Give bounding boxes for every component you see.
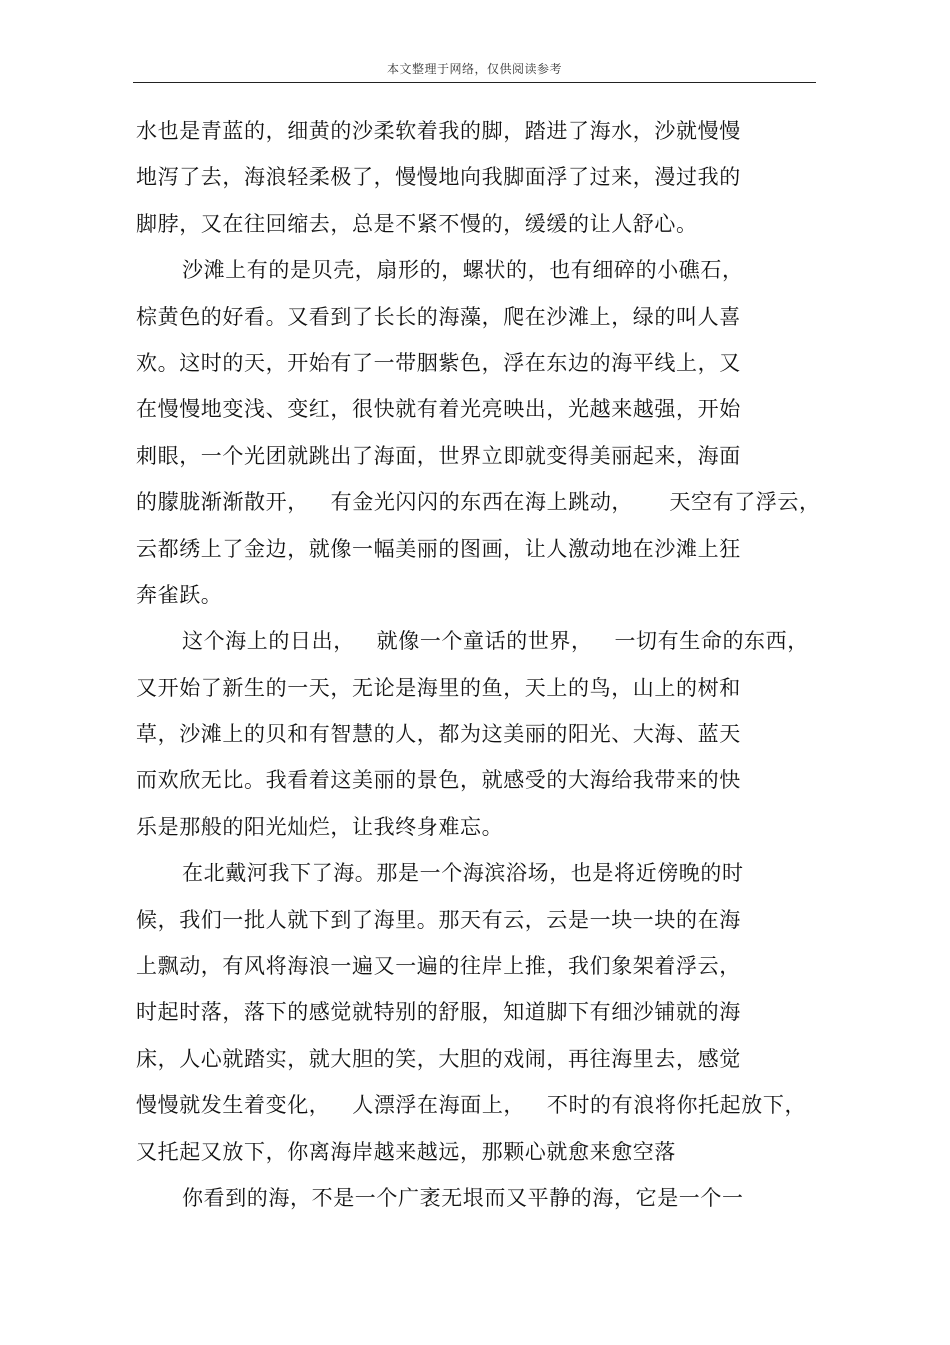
paragraph-start-line: 你看到的海，不是一个广袤无垠而又平静的海，它是一个一 — [182, 1185, 744, 1210]
text-line: 时起时落，落下的感觉就特别的舒服，知道脚下有细沙铺就的海 — [136, 1000, 741, 1025]
paragraph-start-line: 在北戴河我下了海。那是一个海滨浴场，也是将近傍晚的时 — [182, 861, 744, 886]
text-line: 脚脖，又在往回缩去，总是不紧不慢的，缓缓的让人舒心。 — [136, 211, 698, 236]
text-line: 水也是青蓝的，细黄的沙柔软着我的脚，踏进了海水，沙就慢慢 — [136, 119, 741, 143]
text-line: 的朦胧渐渐散开， 有金光闪闪的东西在海上跳动， 天空有了浮云， — [136, 490, 821, 515]
text-line: 在慢慢地变浅、变红，很快就有着光亮映出，光越来越强，开始 — [136, 397, 741, 422]
paragraph-start-line: 沙滩上有的是贝壳，扇形的，螺状的，也有细碎的小礁石， — [182, 258, 744, 283]
text-line: 棕黄色的好看。又看到了长长的海藻，爬在沙滩上，绿的叫人喜 — [136, 304, 741, 329]
paragraph-start-line: 这个海上的日出， 就像一个童话的世界， 一切有生命的东西， — [182, 629, 809, 654]
text-line: 奔雀跃。 — [136, 582, 223, 607]
text-line: 而欢欣无比。我看着这美丽的景色，就感受的大海给我带来的快 — [136, 768, 741, 793]
text-line: 又托起又放下，你离海岸越来越远，那颗心就愈来愈空落 — [136, 1139, 676, 1164]
page-header — [133, 58, 816, 83]
text-line: 草，沙滩上的贝和有智慧的人，都为这美丽的阳光、大海、蓝天 — [136, 722, 741, 747]
text-line: 上飘动，有风将海浪一遍又一遍的往岸上推，我们象架着浮云， — [136, 954, 741, 979]
text-line: 乐是那般的阳光灿烂，让我终身难忘。 — [136, 814, 504, 839]
text-line: 刺眼，一个光团就跳出了海面，世界立即就变得美丽起来，海面 — [136, 443, 741, 468]
document-body — [136, 108, 821, 1221]
text-line: 慢慢就发生着变化， 人漂浮在海面上， 不时的有浪将你托起放下， — [136, 1093, 807, 1118]
header-text: 本文整理于网络，仅供阅读参考 — [386, 62, 562, 76]
text-line: 候，我们一批人就下到了海里。那天有云，云是一块一块的在海 — [136, 907, 741, 932]
text-line: 欢。这时的天，开始有了一带胭紫色，浮在东边的海平线上，又 — [136, 350, 741, 375]
text-line: 云都绣上了金边，就像一幅美丽的图画，让人激动地在沙滩上狂 — [136, 536, 741, 561]
text-line: 又开始了新生的一天，无论是海里的鱼，天上的鸟，山上的树和 — [136, 675, 741, 700]
text-line: 地泻了去，海浪轻柔极了，慢慢地向我脚面浮了过来，漫过我的 — [136, 165, 741, 190]
text-line: 床，人心就踏实，就大胆的笑，大胆的戏闹，再往海里去，感觉 — [136, 1046, 741, 1071]
